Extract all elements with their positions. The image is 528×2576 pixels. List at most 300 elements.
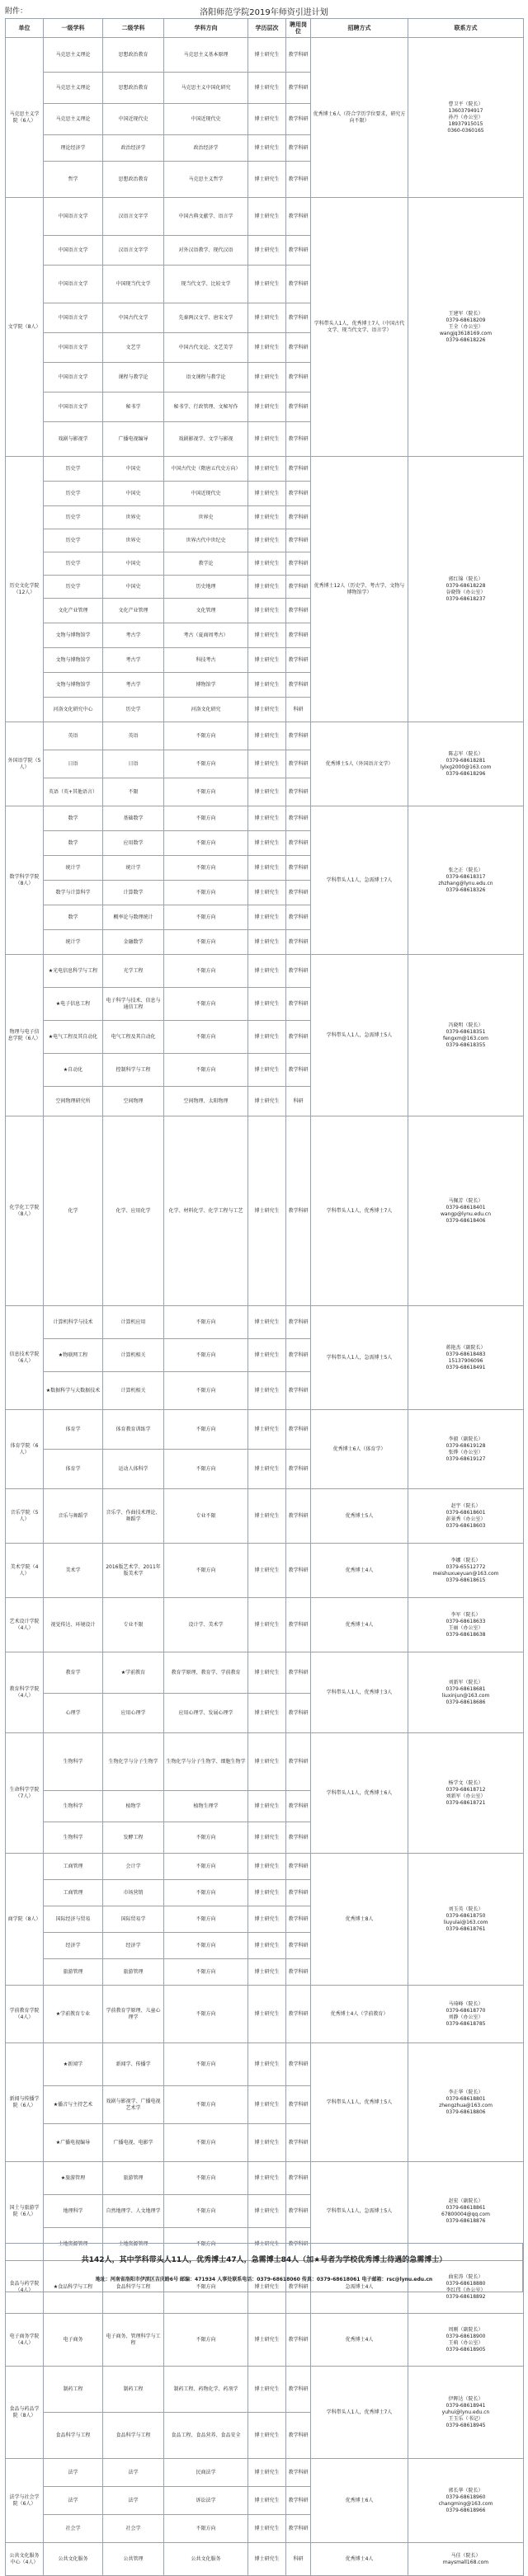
degree-level-cell: 博士研究生 [248, 2162, 286, 2195]
degree-level-cell: 博士研究生 [248, 881, 286, 905]
degree-level-cell: 博士研究生 [248, 1906, 286, 1933]
degree-level-cell: 博士研究生 [248, 1410, 286, 1450]
primary-discipline-cell: 食品科学与工程 [44, 2413, 103, 2459]
unit-name-cell: 美术学院（4人） [6, 1544, 44, 1598]
discipline-direction-cell: 世界史 [164, 506, 248, 529]
recruitment-method-cell: 优秀博士6人 [311, 2459, 408, 2543]
post-type-cell: 教学科研 [286, 552, 311, 576]
discipline-direction-cell: 不限方向 [164, 905, 248, 930]
discipline-direction-cell: 不限方向 [164, 1372, 248, 1410]
secondary-discipline-cell: 2016版艺术学、2011年版美术学 [103, 1544, 164, 1598]
discipline-direction-cell: 中国近现代史 [164, 104, 248, 135]
discipline-direction-cell: 考古（夏商周考古） [164, 623, 248, 648]
post-type-cell: 教学科研 [286, 1791, 311, 1822]
discipline-direction-cell: 生物化学与分子生物学、细胞生物学 [164, 1733, 248, 1791]
col-header-contact: 联系方式 [408, 19, 524, 38]
primary-discipline-cell: ★自动化 [44, 1054, 103, 1087]
discipline-direction-cell: 博物馆学 [164, 673, 248, 698]
post-type-cell: 教学科研 [286, 1306, 311, 1339]
recruitment-method-cell: 优秀博士4人 [311, 2314, 408, 2367]
table-row [6, 1410, 524, 1450]
contact-info-cell: 曲宏涛（院长） 0379-68618880 李红伟（办公室） 0379-68618892 [408, 2261, 524, 2314]
secondary-discipline-cell: 社会学 [103, 2515, 164, 2543]
degree-level-cell: 博士研究生 [248, 1933, 286, 1959]
table-row [6, 1733, 524, 1791]
discipline-direction-cell: 不限方向 [164, 1986, 248, 2043]
secondary-discipline-cell: 体育教育训练学 [103, 1410, 164, 1450]
unit-name-cell: 电子商务学院（4人） [6, 2314, 44, 2367]
recruitment-method-cell: 学科带头人1人，优秀博士6人 [311, 1733, 408, 1854]
primary-discipline-cell: 工商管理 [44, 1854, 103, 1880]
secondary-discipline-cell: 法学 [103, 2459, 164, 2487]
degree-level-cell: 博士研究生 [248, 955, 286, 988]
post-type-cell: 教学科研 [286, 955, 311, 988]
discipline-direction-cell: 中国近现代史 [164, 482, 248, 506]
post-type-cell: 教学科研 [286, 2228, 311, 2261]
secondary-discipline-cell: 法学 [103, 2487, 164, 2515]
primary-discipline-cell: 历史学 [44, 457, 103, 482]
post-type-cell: 教学科研 [286, 2261, 311, 2314]
recruitment-method-cell: 急需博士4人 [311, 2261, 408, 2314]
degree-level-cell: 博士研究生 [248, 599, 286, 623]
secondary-discipline-cell: 学前教育学原理、儿童心理学 [103, 1986, 164, 2043]
primary-discipline-cell: 哲学 [44, 162, 103, 198]
post-type-cell: 教学科研 [286, 988, 311, 1021]
secondary-discipline-cell: 经济学 [103, 1933, 164, 1959]
unit-name-cell: 食品与药学院（4人） [6, 2261, 44, 2314]
degree-level-cell: 博士研究生 [248, 1652, 286, 1694]
degree-level-cell: 博士研究生 [248, 831, 286, 856]
primary-discipline-cell: 生物科学 [44, 1733, 103, 1791]
primary-discipline-cell: 统计学 [44, 930, 103, 955]
primary-discipline-cell: 生物科学 [44, 1822, 103, 1854]
degree-level-cell: 博士研究生 [248, 1959, 286, 1986]
primary-discipline-cell: 体育学 [44, 1450, 103, 1489]
primary-discipline-cell: 马克思主义理论 [44, 38, 103, 73]
secondary-discipline-cell: 汉语言文字学 [103, 236, 164, 266]
secondary-discipline-cell: 不限 [103, 778, 164, 806]
degree-level-cell: 博士研究生 [248, 135, 286, 162]
post-type-cell: 教学科研 [286, 506, 311, 529]
primary-discipline-cell: 历史学 [44, 482, 103, 506]
degree-level-cell: 博士研究生 [248, 778, 286, 806]
primary-discipline-cell: 中国语言文学 [44, 393, 103, 422]
unit-name-cell: 音乐学院（5人） [6, 1489, 44, 1544]
discipline-direction-cell: 食品工程、食品营养、食品安全 [164, 2413, 248, 2459]
recruitment-method-cell: 学科带头人1人，优秀博士7人（中国古代文学、现当代文学、语言学） [311, 198, 408, 457]
primary-discipline-cell: 历史学 [44, 552, 103, 576]
degree-level-cell: 博士研究生 [248, 266, 286, 303]
degree-level-cell: 博士研究生 [248, 2543, 286, 2576]
post-type-cell: 教学科研 [286, 162, 311, 198]
unit-name-cell: 学前教育学院（4人） [6, 1986, 44, 2043]
secondary-discipline-cell: 化学、应用化学 [103, 1116, 164, 1306]
discipline-direction-cell: 诉讼法学 [164, 2487, 248, 2515]
secondary-discipline-cell: 土地资源管理 [103, 2228, 164, 2261]
primary-discipline-cell: 体育学 [44, 1410, 103, 1450]
contact-info-cell: 李娜（院长） 0379-65512772 meishuxueyuan@163.com 0379-68618615 [408, 1544, 524, 1598]
col-header-degree: 学历层次 [248, 19, 286, 38]
contact-info-cell: 蒋艳杰（副院长） 0379-68618483 15137906096 0379-68618491 [408, 1306, 524, 1410]
post-type-cell: 教学科研 [286, 135, 311, 162]
contact-info-cell: 周刚（副院长） 0379-68618900 王萌（办公室） 0379-68618905 [408, 2314, 524, 2367]
primary-discipline-cell: 数学 [44, 806, 103, 831]
post-type-cell: 教学科研 [286, 1733, 311, 1791]
discipline-direction-cell: 不限方向 [164, 930, 248, 955]
table-header-row [6, 19, 524, 38]
degree-level-cell: 博士研究生 [248, 162, 286, 198]
secondary-discipline-cell: 公共管理 [103, 2543, 164, 2576]
primary-discipline-cell: 工商管理 [44, 1880, 103, 1906]
primary-discipline-cell: ★新闻学 [44, 2043, 103, 2086]
secondary-discipline-cell: 应用数学 [103, 831, 164, 856]
primary-discipline-cell: 中国语言文学 [44, 236, 103, 266]
recruitment-method-cell: 优秀博士4人 [311, 2543, 408, 2576]
primary-discipline-cell: 中国语言文学 [44, 303, 103, 333]
discipline-direction-cell: 空间物理、太阳物理 [164, 1087, 248, 1116]
degree-level-cell: 博士研究生 [248, 750, 286, 778]
degree-level-cell: 博士研究生 [248, 2515, 286, 2543]
discipline-direction-cell: 不限方向 [164, 750, 248, 778]
table-row [6, 457, 524, 482]
table-body [6, 38, 524, 2576]
table-row [6, 722, 524, 750]
secondary-discipline-cell: 历史学 [103, 698, 164, 722]
discipline-direction-cell: 不限方向 [164, 778, 248, 806]
primary-discipline-cell: 文物与博物馆学 [44, 673, 103, 698]
unit-name-cell: 历史文化学院（12人） [6, 457, 44, 722]
contact-info-cell: 刘新军（院长） 0379-68618681 liuxinjun@163.com 0379-68618686 [408, 1652, 524, 1733]
discipline-direction-cell: 不限方向 [164, 1306, 248, 1339]
post-type-cell: 教学科研 [286, 363, 311, 393]
table-row [6, 955, 524, 988]
secondary-discipline-cell: 新闻学、传播学 [103, 2043, 164, 2086]
degree-level-cell: 博士研究生 [248, 673, 286, 698]
post-type-cell: 教学科研 [286, 1986, 311, 2043]
contact-info-cell: 王建军（院长） 0379-68618209 王全（办公室） wangjq3618169.com 0379-68618226 [408, 198, 524, 457]
secondary-discipline-cell: 电子商务、管理科学与工程 [103, 2314, 164, 2367]
discipline-direction-cell: 不限方向 [164, 722, 248, 750]
post-type-cell: 教学科研 [286, 2459, 311, 2487]
primary-discipline-cell: 心理学 [44, 1694, 103, 1733]
secondary-discipline-cell: 概率论与数理统计 [103, 905, 164, 930]
primary-discipline-cell: 美术学 [44, 1544, 103, 1598]
secondary-discipline-cell: 金融数学 [103, 930, 164, 955]
table-row [6, 2314, 524, 2367]
secondary-discipline-cell: 市场营销 [103, 1880, 164, 1906]
col-header-direction: 学科方向 [164, 19, 248, 38]
post-type-cell: 教学科研 [286, 930, 311, 955]
post-type-cell: 教学科研 [286, 1410, 311, 1450]
degree-level-cell: 博士研究生 [248, 529, 286, 552]
post-type-cell: 教学科研 [286, 1021, 311, 1054]
post-type-cell: 教学科研 [286, 2367, 311, 2413]
primary-discipline-cell: 理论经济学 [44, 135, 103, 162]
primary-discipline-cell: 英语 [44, 722, 103, 750]
discipline-direction-cell: 不限方向 [164, 988, 248, 1021]
secondary-discipline-cell: 空间物理 [103, 1087, 164, 1116]
secondary-discipline-cell: 中国史 [103, 457, 164, 482]
post-type-cell: 教学科研 [286, 576, 311, 599]
secondary-discipline-cell: 音乐学、作曲技术理论、舞蹈学 [103, 1489, 164, 1544]
post-type-cell: 教学科研 [286, 2086, 311, 2124]
discipline-direction-cell: 不限方向 [164, 1450, 248, 1489]
degree-level-cell: 博士研究生 [248, 988, 286, 1021]
discipline-direction-cell: 先秦两汉文学、唐宋文学 [164, 303, 248, 333]
post-type-cell: 科研 [286, 698, 311, 722]
post-type-cell: 教学科研 [286, 529, 311, 552]
discipline-direction-cell: 不限方向 [164, 2228, 248, 2261]
discipline-direction-cell: 民商法学 [164, 2459, 248, 2487]
discipline-direction-cell: 不限方向 [164, 1959, 248, 1986]
unit-name-cell: 教育科学学院（4人） [6, 1652, 44, 1733]
discipline-direction-cell: 公共文化服务 [164, 2543, 248, 2576]
contact-info-cell: 李正华（院长） 0379-68618801 zhengzhua@163.com 0379-68618806 [408, 2043, 524, 2162]
discipline-direction-cell: 对外汉语教学、现代汉语 [164, 236, 248, 266]
post-type-cell: 教学科研 [286, 1822, 311, 1854]
discipline-direction-cell: 教学论 [164, 552, 248, 576]
degree-level-cell: 博士研究生 [248, 1306, 286, 1339]
unit-name-cell: 数学科学学院（8人） [6, 806, 44, 955]
unit-name-cell: 体育学院（6人） [6, 1410, 44, 1489]
recruitment-method-cell: 优秀博士4人 [311, 1598, 408, 1652]
degree-level-cell: 博士研究生 [248, 1116, 286, 1306]
contact-info-cell: 杨学文（院长） 0379-68618712 刘新军（办公室） 0379-68618721 [408, 1733, 524, 1854]
post-type-cell: 教学科研 [286, 750, 311, 778]
degree-level-cell: 博士研究生 [248, 2124, 286, 2162]
post-type-cell: 教学科研 [286, 1544, 311, 1598]
col-header-primary: 一级学科 [44, 19, 103, 38]
primary-discipline-cell: ★广播电视编导 [44, 2124, 103, 2162]
primary-discipline-cell: 法学 [44, 2459, 103, 2487]
recruitment-method-cell: 优秀博士6人（符合学历学位要求，研究方向不限） [311, 38, 408, 198]
unit-name-cell: 新闻与传播学院（6人） [6, 2043, 44, 2162]
footer [5, 2243, 523, 2292]
secondary-discipline-cell: 计算数学 [103, 881, 164, 905]
discipline-direction-cell: 不限方向 [164, 831, 248, 856]
discipline-direction-cell: 不限方向 [164, 1854, 248, 1880]
degree-level-cell: 博士研究生 [248, 1598, 286, 1652]
unit-name-cell: 信息技术学院（6人） [6, 1306, 44, 1410]
discipline-direction-cell: 不限方向 [164, 1339, 248, 1372]
degree-level-cell: 博士研究生 [248, 303, 286, 333]
contact-info-cell: 马琦峰（院长） 0379-68618770 刘静（办公室） 0379-68618785 [408, 1986, 524, 2043]
secondary-discipline-cell: 电气工程及其自动化 [103, 1021, 164, 1054]
post-type-cell: 教学科研 [286, 393, 311, 422]
discipline-direction-cell: 植物生理学 [164, 1791, 248, 1822]
discipline-direction-cell: 秘书学、行政管理、文秘写作 [164, 393, 248, 422]
degree-level-cell: 博士研究生 [248, 905, 286, 930]
discipline-direction-cell: 马克思主义哲学 [164, 162, 248, 198]
post-type-cell: 教学科研 [286, 1906, 311, 1933]
secondary-discipline-cell: 中国史 [103, 552, 164, 576]
table-row [6, 2043, 524, 2086]
degree-level-cell: 博士研究生 [248, 198, 286, 236]
secondary-discipline-cell: 旅游管理 [103, 1959, 164, 1986]
secondary-discipline-cell: 广播电视编导 [103, 422, 164, 457]
talent-plan-table [5, 18, 524, 2576]
primary-discipline-cell: ★播音与主持艺术 [44, 2086, 103, 2124]
recruitment-method-cell: 优秀博士12人（历史学、考古学、文物与博物馆学） [311, 457, 408, 722]
primary-discipline-cell: 统计学 [44, 856, 103, 881]
contact-info-cell: 冯晓明（院长） 0379-68618351 fengxm@163.com 0379-68618355 [408, 955, 524, 1116]
discipline-direction-cell: 不限方向 [164, 2086, 248, 2124]
discipline-direction-cell: 制药工程、药物化学、药剂学 [164, 2367, 248, 2413]
post-type-cell: 教学科研 [286, 673, 311, 698]
degree-level-cell: 博士研究生 [248, 648, 286, 673]
post-type-cell: 教学科研 [286, 1116, 311, 1306]
primary-discipline-cell: 空间物理研究所 [44, 1087, 103, 1116]
primary-discipline-cell: 经济学 [44, 1933, 103, 1959]
header [0, 0, 528, 18]
post-type-cell: 教学科研 [286, 648, 311, 673]
table-row [6, 2367, 524, 2413]
discipline-direction-cell: 科技考古 [164, 648, 248, 673]
degree-level-cell: 博士研究生 [248, 1372, 286, 1410]
table-row [6, 1489, 524, 1544]
discipline-direction-cell: 不限方向 [164, 955, 248, 988]
table-row [6, 1544, 524, 1598]
primary-discipline-cell: 音乐与舞蹈学 [44, 1489, 103, 1544]
discipline-direction-cell: 不限方向 [164, 2195, 248, 2228]
unit-name-cell: 化学化工学院（8人） [6, 1116, 44, 1306]
primary-discipline-cell: 历史学 [44, 576, 103, 599]
primary-discipline-cell: ★光电信息科学与工程 [44, 955, 103, 988]
post-type-cell: 教学科研 [286, 1054, 311, 1087]
discipline-direction-cell: 文化管理 [164, 599, 248, 623]
post-type-cell: 教学科研 [286, 1880, 311, 1906]
unit-name-cell: 文学院（8人） [6, 198, 44, 457]
degree-level-cell: 博士研究生 [248, 104, 286, 135]
secondary-discipline-cell: 食品科学与工程 [103, 2413, 164, 2459]
discipline-direction-cell: 不限方向 [164, 1021, 248, 1054]
recruitment-method-cell: 优秀博士5人（外国语言文学） [311, 722, 408, 806]
contact-info-cell: 刘玉英（院长） 0379-68618750 liuyulai@163.com 0379-68618761 [408, 1854, 524, 1986]
discipline-direction-cell: 不限方向 [164, 806, 248, 831]
post-type-cell: 教学科研 [286, 198, 311, 236]
post-type-cell: 教学科研 [286, 1372, 311, 1410]
table-row [6, 1652, 524, 1694]
degree-level-cell: 博士研究生 [248, 38, 286, 73]
post-type-cell: 教学科研 [286, 856, 311, 881]
primary-discipline-cell: 文化产业管理 [44, 599, 103, 623]
secondary-discipline-cell: 戏剧与影视学、广播电视艺术学 [103, 2086, 164, 2124]
discipline-direction-cell: 不限方向 [164, 856, 248, 881]
post-type-cell: 教学科研 [286, 266, 311, 303]
degree-level-cell: 博士研究生 [248, 1544, 286, 1598]
post-type-cell: 教学科研 [286, 422, 311, 457]
degree-level-cell: 博士研究生 [248, 1791, 286, 1822]
recruitment-method-cell: 学科带头人1人，优秀博士5人 [311, 2043, 408, 2162]
discipline-direction-cell: 中国古典文献学、语言学 [164, 198, 248, 236]
degree-level-cell: 博士研究生 [248, 482, 286, 506]
discipline-direction-cell: 不限方向 [164, 1906, 248, 1933]
unit-name-cell: 法学与社会学院（6人） [6, 2459, 44, 2543]
secondary-discipline-cell: 中国近现代史 [103, 104, 164, 135]
recruitment-summary: 共142人，其中学科带头人11人，优秀博士47人，急需博士84人（加★号者为学校优秀博士待遇的急需博士） [81, 2256, 447, 2264]
recruitment-method-cell: 优秀博士4人 [311, 1544, 408, 1598]
degree-level-cell: 博士研究生 [248, 2314, 286, 2367]
degree-level-cell: 博士研究生 [248, 506, 286, 529]
primary-discipline-cell: ★物联网工程 [44, 1339, 103, 1372]
discipline-direction-cell: 设计学、美术学 [164, 1598, 248, 1652]
contact-info-cell: 赵宏（副院长） 0379-68618861 67800004@qq.com 0379-68618876 [408, 2162, 524, 2261]
primary-discipline-cell: 视觉传达、环境设计 [44, 1598, 103, 1652]
degree-level-cell: 博士研究生 [248, 2043, 286, 2086]
post-type-cell: 教学科研 [286, 722, 311, 750]
secondary-discipline-cell: 发酵工程 [103, 1822, 164, 1854]
post-type-cell: 教学科研 [286, 831, 311, 856]
degree-level-cell: 博士研究生 [248, 856, 286, 881]
secondary-discipline-cell: 广播电视、电影学 [103, 2124, 164, 2162]
contact-info-cell: 李毅（副院长） 0379-68619128 张烨（办公室） 0379-68619127 [408, 1410, 524, 1489]
post-type-cell: 教学科研 [286, 482, 311, 506]
primary-discipline-cell: ★旅游管理 [44, 2162, 103, 2195]
secondary-discipline-cell: 政治经济学 [103, 135, 164, 162]
table-row [6, 1986, 524, 2043]
post-type-cell: 科研 [286, 1087, 311, 1116]
recruitment-method-cell: 优秀博士5人 [311, 1489, 408, 1544]
primary-discipline-cell: 制药工程 [44, 2367, 103, 2413]
recruitment-method-cell: 学科带头人1人，急需博士5人 [311, 2162, 408, 2261]
primary-discipline-cell: 马克思主义理论 [44, 104, 103, 135]
discipline-direction-cell: 不限方向 [164, 2261, 248, 2314]
discipline-direction-cell: 不限方向 [164, 2162, 248, 2195]
discipline-direction-cell: 不限方向 [164, 1544, 248, 1598]
secondary-discipline-cell: 生物化学与分子生物学 [103, 1733, 164, 1791]
recruitment-method-cell: 学科带头人1人，优秀博士3人 [311, 1652, 408, 1733]
degree-level-cell: 博士研究生 [248, 393, 286, 422]
contact-info-cell: 郭红锦（院长） 0379-68618228 谷晓锋（办公室） 0379-68618237 [408, 457, 524, 722]
primary-discipline-cell: 中国语言文学 [44, 198, 103, 236]
post-type-cell: 教学科研 [286, 1339, 311, 1372]
primary-discipline-cell: ★数据科学与大数据技术 [44, 1372, 103, 1410]
primary-discipline-cell: 公共文化服务 [44, 2543, 103, 2576]
degree-level-cell: 博士研究生 [248, 2367, 286, 2413]
contact-info-cell: 郭长华（院长） 0379-68618960 changming@163.com 0379-68618966 [408, 2459, 524, 2543]
primary-discipline-cell: 数学 [44, 905, 103, 930]
post-type-cell: 教学科研 [286, 1598, 311, 1652]
post-type-cell: 教学科研 [286, 905, 311, 930]
attachment-label: 附件： [5, 7, 28, 16]
discipline-direction-cell: 不限方向 [164, 2515, 248, 2543]
table-row [6, 1854, 524, 1880]
unit-name-cell: 物理与电子信息学院（6人） [6, 955, 44, 1116]
col-header-unit: 单位 [6, 19, 44, 38]
secondary-discipline-cell: 思想政治教育 [103, 38, 164, 73]
post-type-cell: 教学科研 [286, 2487, 311, 2515]
table-row [6, 2543, 524, 2576]
degree-level-cell: 博士研究生 [248, 333, 286, 363]
degree-level-cell: 博士研究生 [248, 2086, 286, 2124]
recruitment-method-cell: 优秀博士6人（体育学） [311, 1410, 408, 1489]
unit-name-cell: 马克思主义学院（6人） [6, 38, 44, 198]
primary-discipline-cell: 计算机科学与技术 [44, 1306, 103, 1339]
secondary-discipline-cell: 文化产业管理 [103, 599, 164, 623]
contact-info-cell: 李军（院长） 0379-68618633 王丽（办公室） 0379-68618638 [408, 1598, 524, 1652]
table-row [6, 2459, 524, 2487]
contact-info-cell: 陈志军（院长） 0379-68618281 lylxg2000@163.com 0379-68618296 [408, 722, 524, 806]
secondary-discipline-cell: 光学工程 [103, 955, 164, 988]
post-type-cell: 教学科研 [286, 599, 311, 623]
discipline-direction-cell: 不限方向 [164, 2043, 248, 2086]
degree-level-cell: 博士研究生 [248, 930, 286, 955]
discipline-direction-cell: 不限方向 [164, 1933, 248, 1959]
discipline-direction-cell: 不限方向 [164, 881, 248, 905]
col-header-post: 聘用岗位 [286, 19, 311, 38]
degree-level-cell: 博士研究生 [248, 1021, 286, 1054]
discipline-direction-cell: 教育学原理、教育学、学前教育 [164, 1652, 248, 1694]
